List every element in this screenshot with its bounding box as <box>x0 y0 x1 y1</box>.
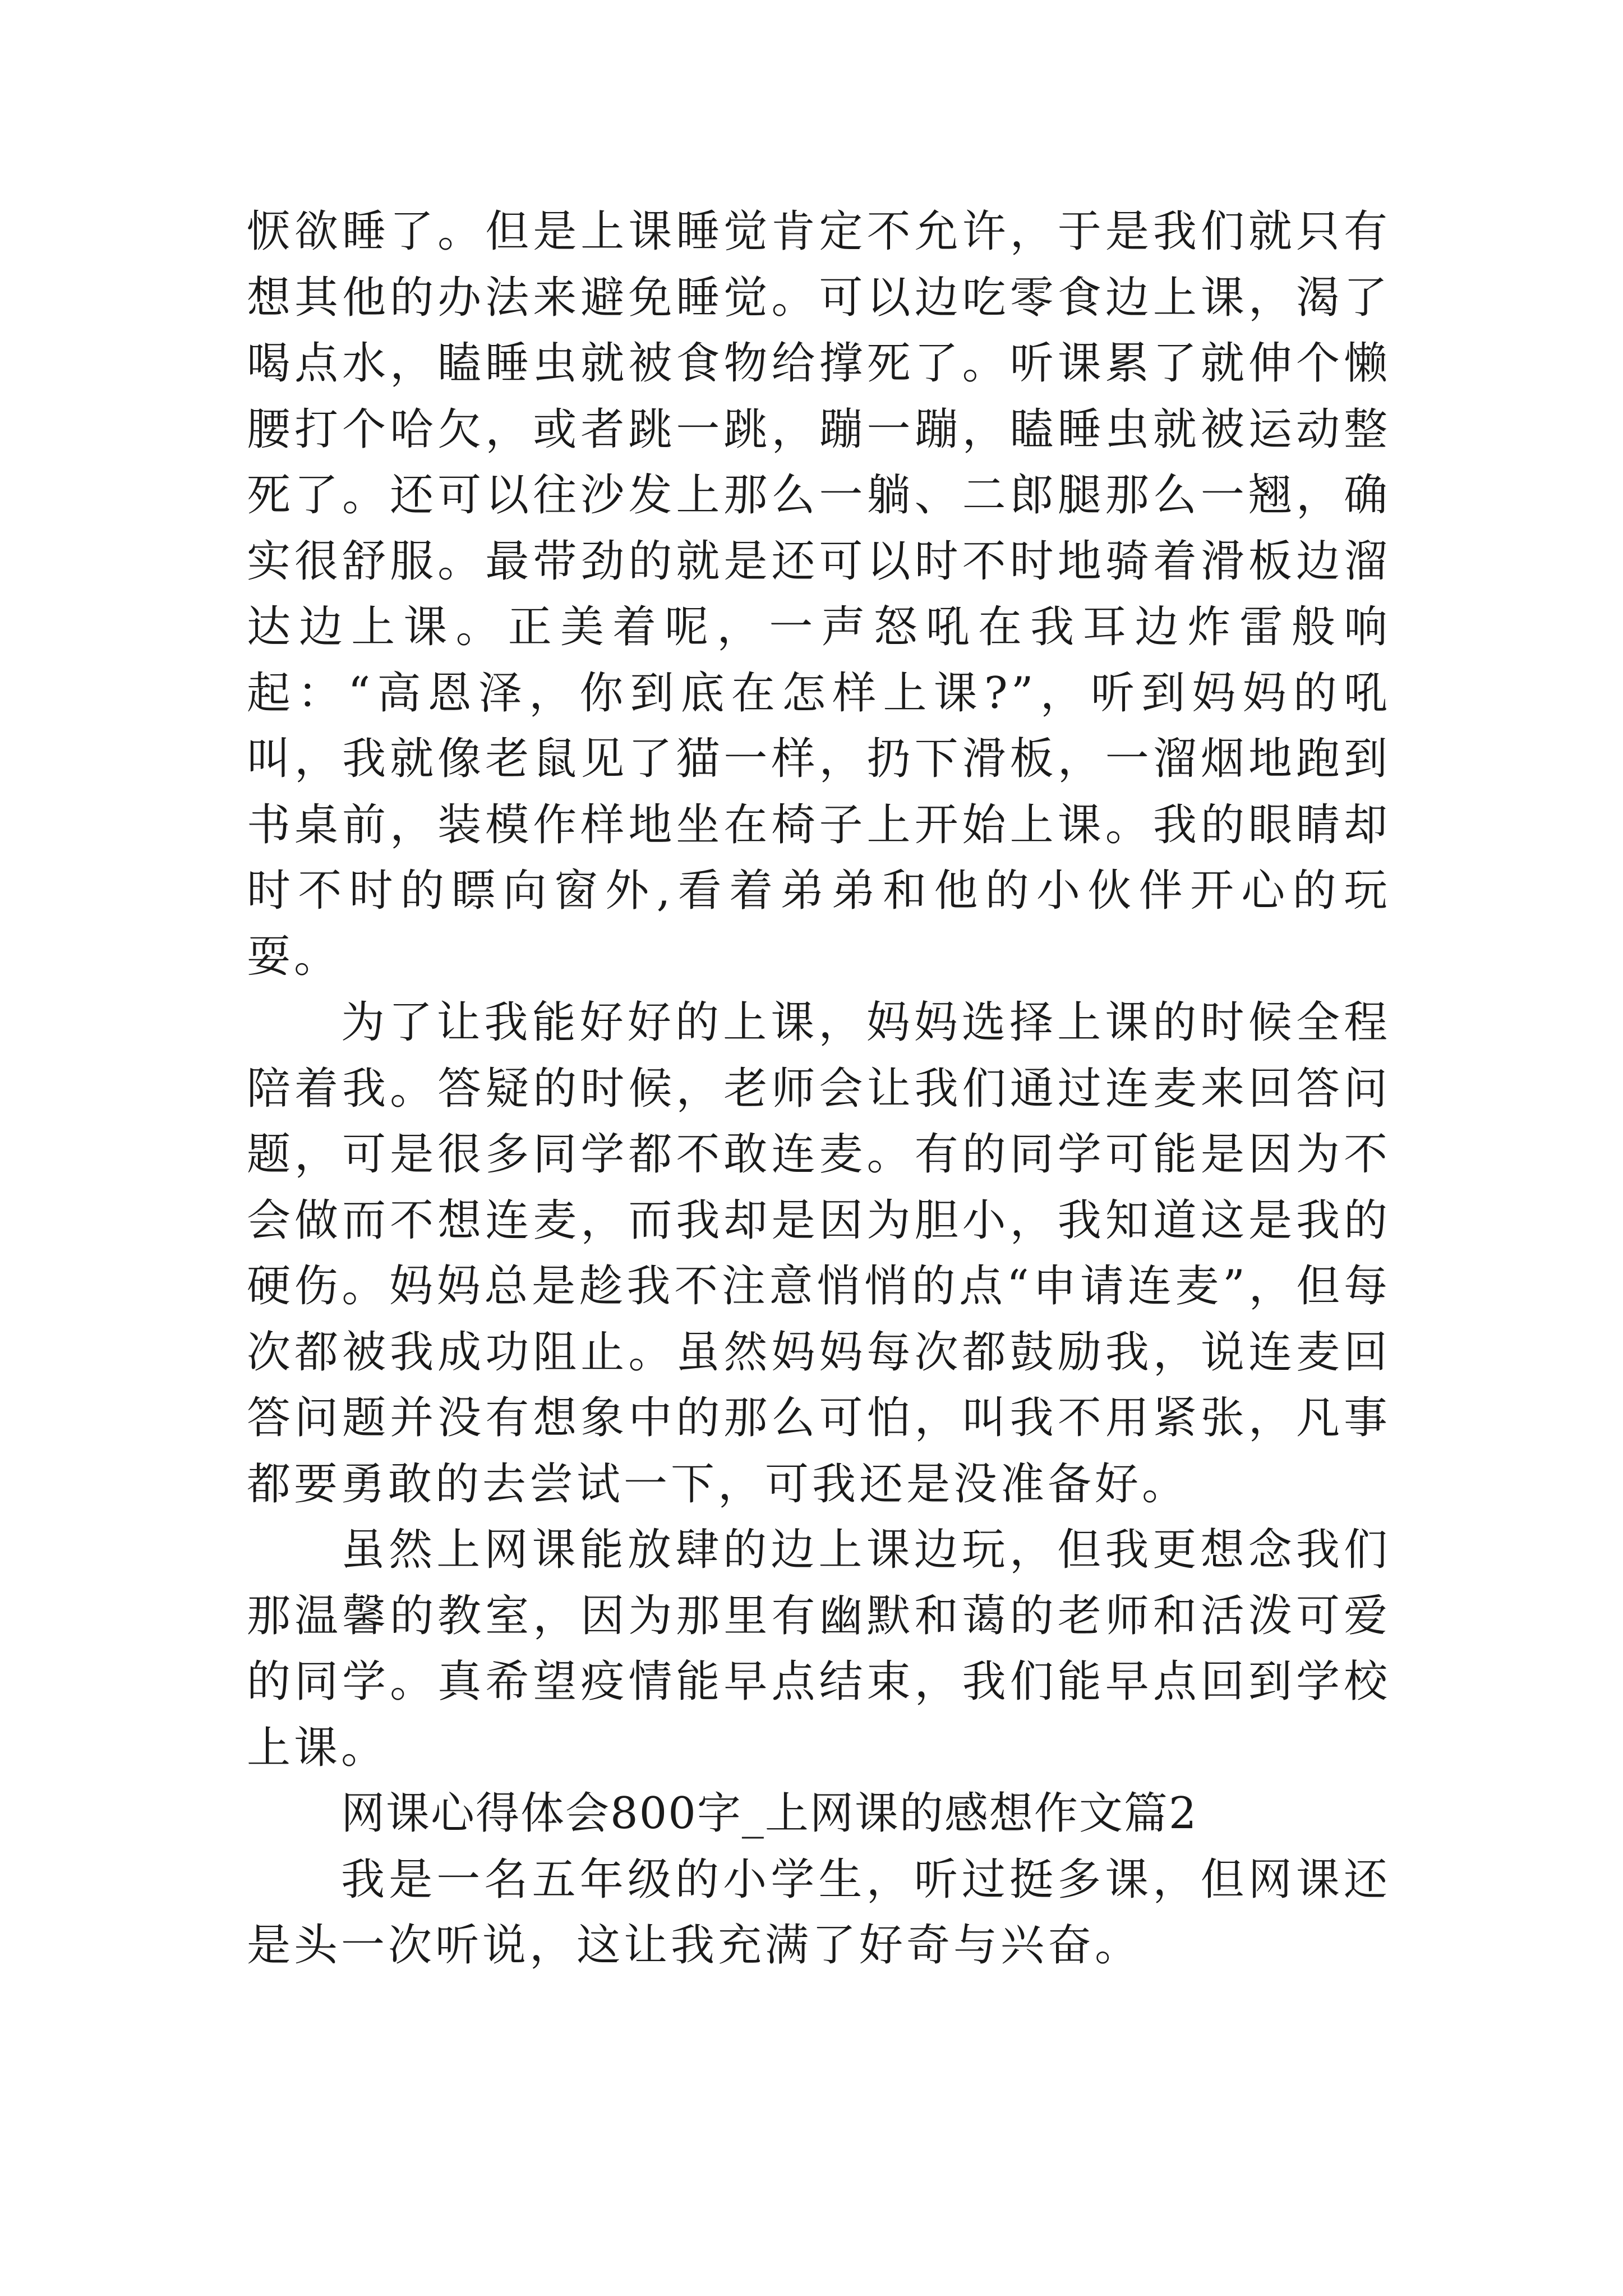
section-heading: 网课心得体会800字_上网课的感想作文篇2 <box>341 1788 1198 1839</box>
paragraph-3: 虽然上网课能放肆的边上课边玩，但我更想念我们那温馨的教室，因为那里有幽默和蔼的老师和活泼可爱的同学。真希望疫情能早点结束，我们能早点回到学校上课。 <box>247 1525 1391 1773</box>
paragraph-4: 我是一名五年级的小学生，听过挺多课，但网课还是头一次听说，这让我充满了好奇与兴奋。 <box>247 1854 1391 1971</box>
document-body <box>247 199 1391 1979</box>
paragraph-2: 为了让我能好好的上课，妈妈选择上课的时候全程陪着我。答疑的时候，老师会让我们通过连麦来回答问题，可是很多同学都不敢连麦。有的同学可能是因为不会做而不想连麦，而我却是因为胆小，我知道这是我的硬伤。妈妈总是趁我不注意悄悄的点“申请连麦”，但每次都被我成功阻止。虽然妈妈每次都鼓励我，说连麦回答问题并没有想象中的那么可怕，叫我不用紧张，凡事都要勇敢的去尝试一下，可我还是没准备好。 <box>247 997 1391 1510</box>
paragraph-1: 恹欲睡了。但是上课睡觉肯定不允许，于是我们就只有想其他的办法来避免睡觉。可以边吃零食边上课，渴了喝点水，瞌睡虫就被食物给撑死了。听课累了就伸个懒腰打个哈欠，或者跳一跳，蹦一蹦，瞌睡虫就被运动整死了。还可以往沙发上那么一躺、二郎腿那么一翘，确实很舒服。最带劲的就是还可以时不时地骑着滑板边溜达边上课。正美着呢，一声怒吼在我耳边炸雷般响起：“高恩泽，你到底在怎样上课?”，听到妈妈的吼叫，我就像老鼠见了猫一样，扔下滑板，一溜烟地跑到书桌前，装模作样地坐在椅子上开始上课。我的眼睛却时不时的瞟向窗外,看着弟弟和他的小伙伴开心的玩耍。 <box>247 206 1391 982</box>
